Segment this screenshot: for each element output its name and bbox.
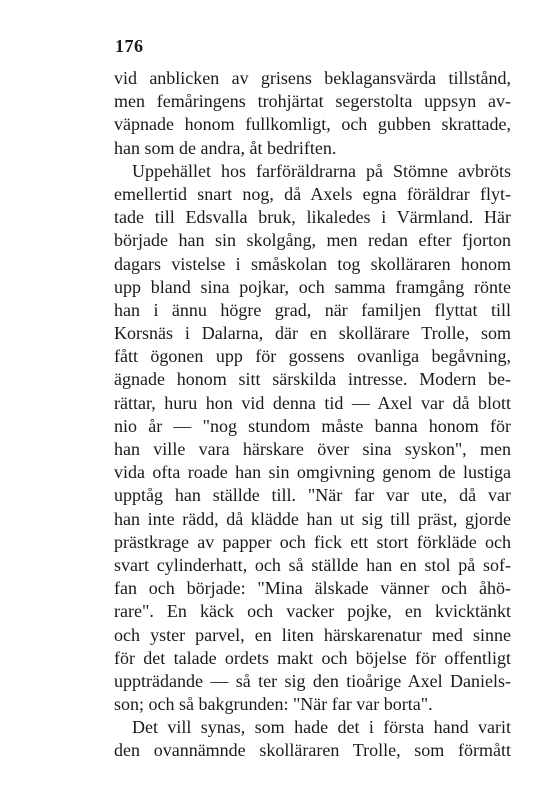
text-line: nio år — "nog stundom måste banna honom för — [114, 415, 511, 436]
text-line: men femåringens trohjärtat segerstolta uppsyn av- — [114, 91, 511, 112]
text-line: svart cylinderhatt, och så ställde han en stol på sof- — [114, 554, 511, 575]
text-line: Det vill synas, som hade det i första hand varit — [132, 717, 511, 738]
text-line: vida ofta roade han sin omgivning genom de lustiga — [114, 462, 511, 483]
text-line: han ville vara härskare över sina syskon", men — [114, 439, 511, 459]
text-line: fått ögonen upp för gossens ovanliga begåvning, — [114, 346, 511, 367]
text-line: och yster parvel, en liten härskarenatur med sinne — [114, 624, 511, 645]
text-line: han inte rädd, då klädde han ut sig till präst, gjorde — [114, 508, 511, 529]
text-line: upp bland sina pojkar, och samma framgång rönte — [114, 276, 511, 297]
text-line: prästkrage av papper och fick ett stort förkläde och — [114, 531, 511, 552]
text-line: började han sin skolgång, men redan efter fjorton — [114, 230, 511, 251]
text-line: väpnade honom fullkomligt, och gubben skrattade, — [114, 114, 511, 135]
text-line: han som de andra, åt bedriften. — [114, 137, 337, 158]
text-line: ägnade honom sitt särskilda intresse. Modern be- — [114, 369, 511, 390]
text-line: han i ännu högre grad, när familjen flyttat till — [114, 299, 511, 320]
text-line: rättar, huru hon vid denna tid — Axel var då blott — [114, 392, 511, 413]
body-text — [114, 67, 511, 763]
page-number: 176 — [115, 36, 144, 56]
text-line: vid anblicken av grisens beklagansvärda tillstånd, — [114, 68, 511, 88]
text-line: tade till Edsvalla bruk, likaledes i Värmland. Här — [114, 207, 511, 228]
text-line: för det talade ordets makt och böjelse för offentligt — [114, 647, 511, 668]
text-line: den ovannämnde skolläraren Trolle, som förmått — [114, 740, 511, 761]
text-line: emellertid snart nog, då Axels egna föräldrar flyt- — [114, 183, 511, 204]
text-line: rare". En käck och vacker pojke, en kvicktänkt — [114, 601, 511, 622]
text-line: uppträdande — så ter sig den tioårige Axel Daniels- — [114, 670, 511, 691]
text-line: Korsnäs i Dalarna, där en skollärare Trolle, som — [114, 323, 511, 344]
text-line: Uppehället hos farföräldrarna på Stömne avbröts — [132, 160, 511, 181]
text-line: dagars vistelse i småskolan tog skolläraren honom — [114, 253, 511, 274]
text-line: upptåg han ställde till. "När far var ute, då var — [114, 485, 511, 506]
text-line: son; och så bakgrunden: "När far var borta". — [114, 694, 433, 715]
text-line: fan och började: "Mina älskade vänner och åhö- — [114, 578, 511, 599]
